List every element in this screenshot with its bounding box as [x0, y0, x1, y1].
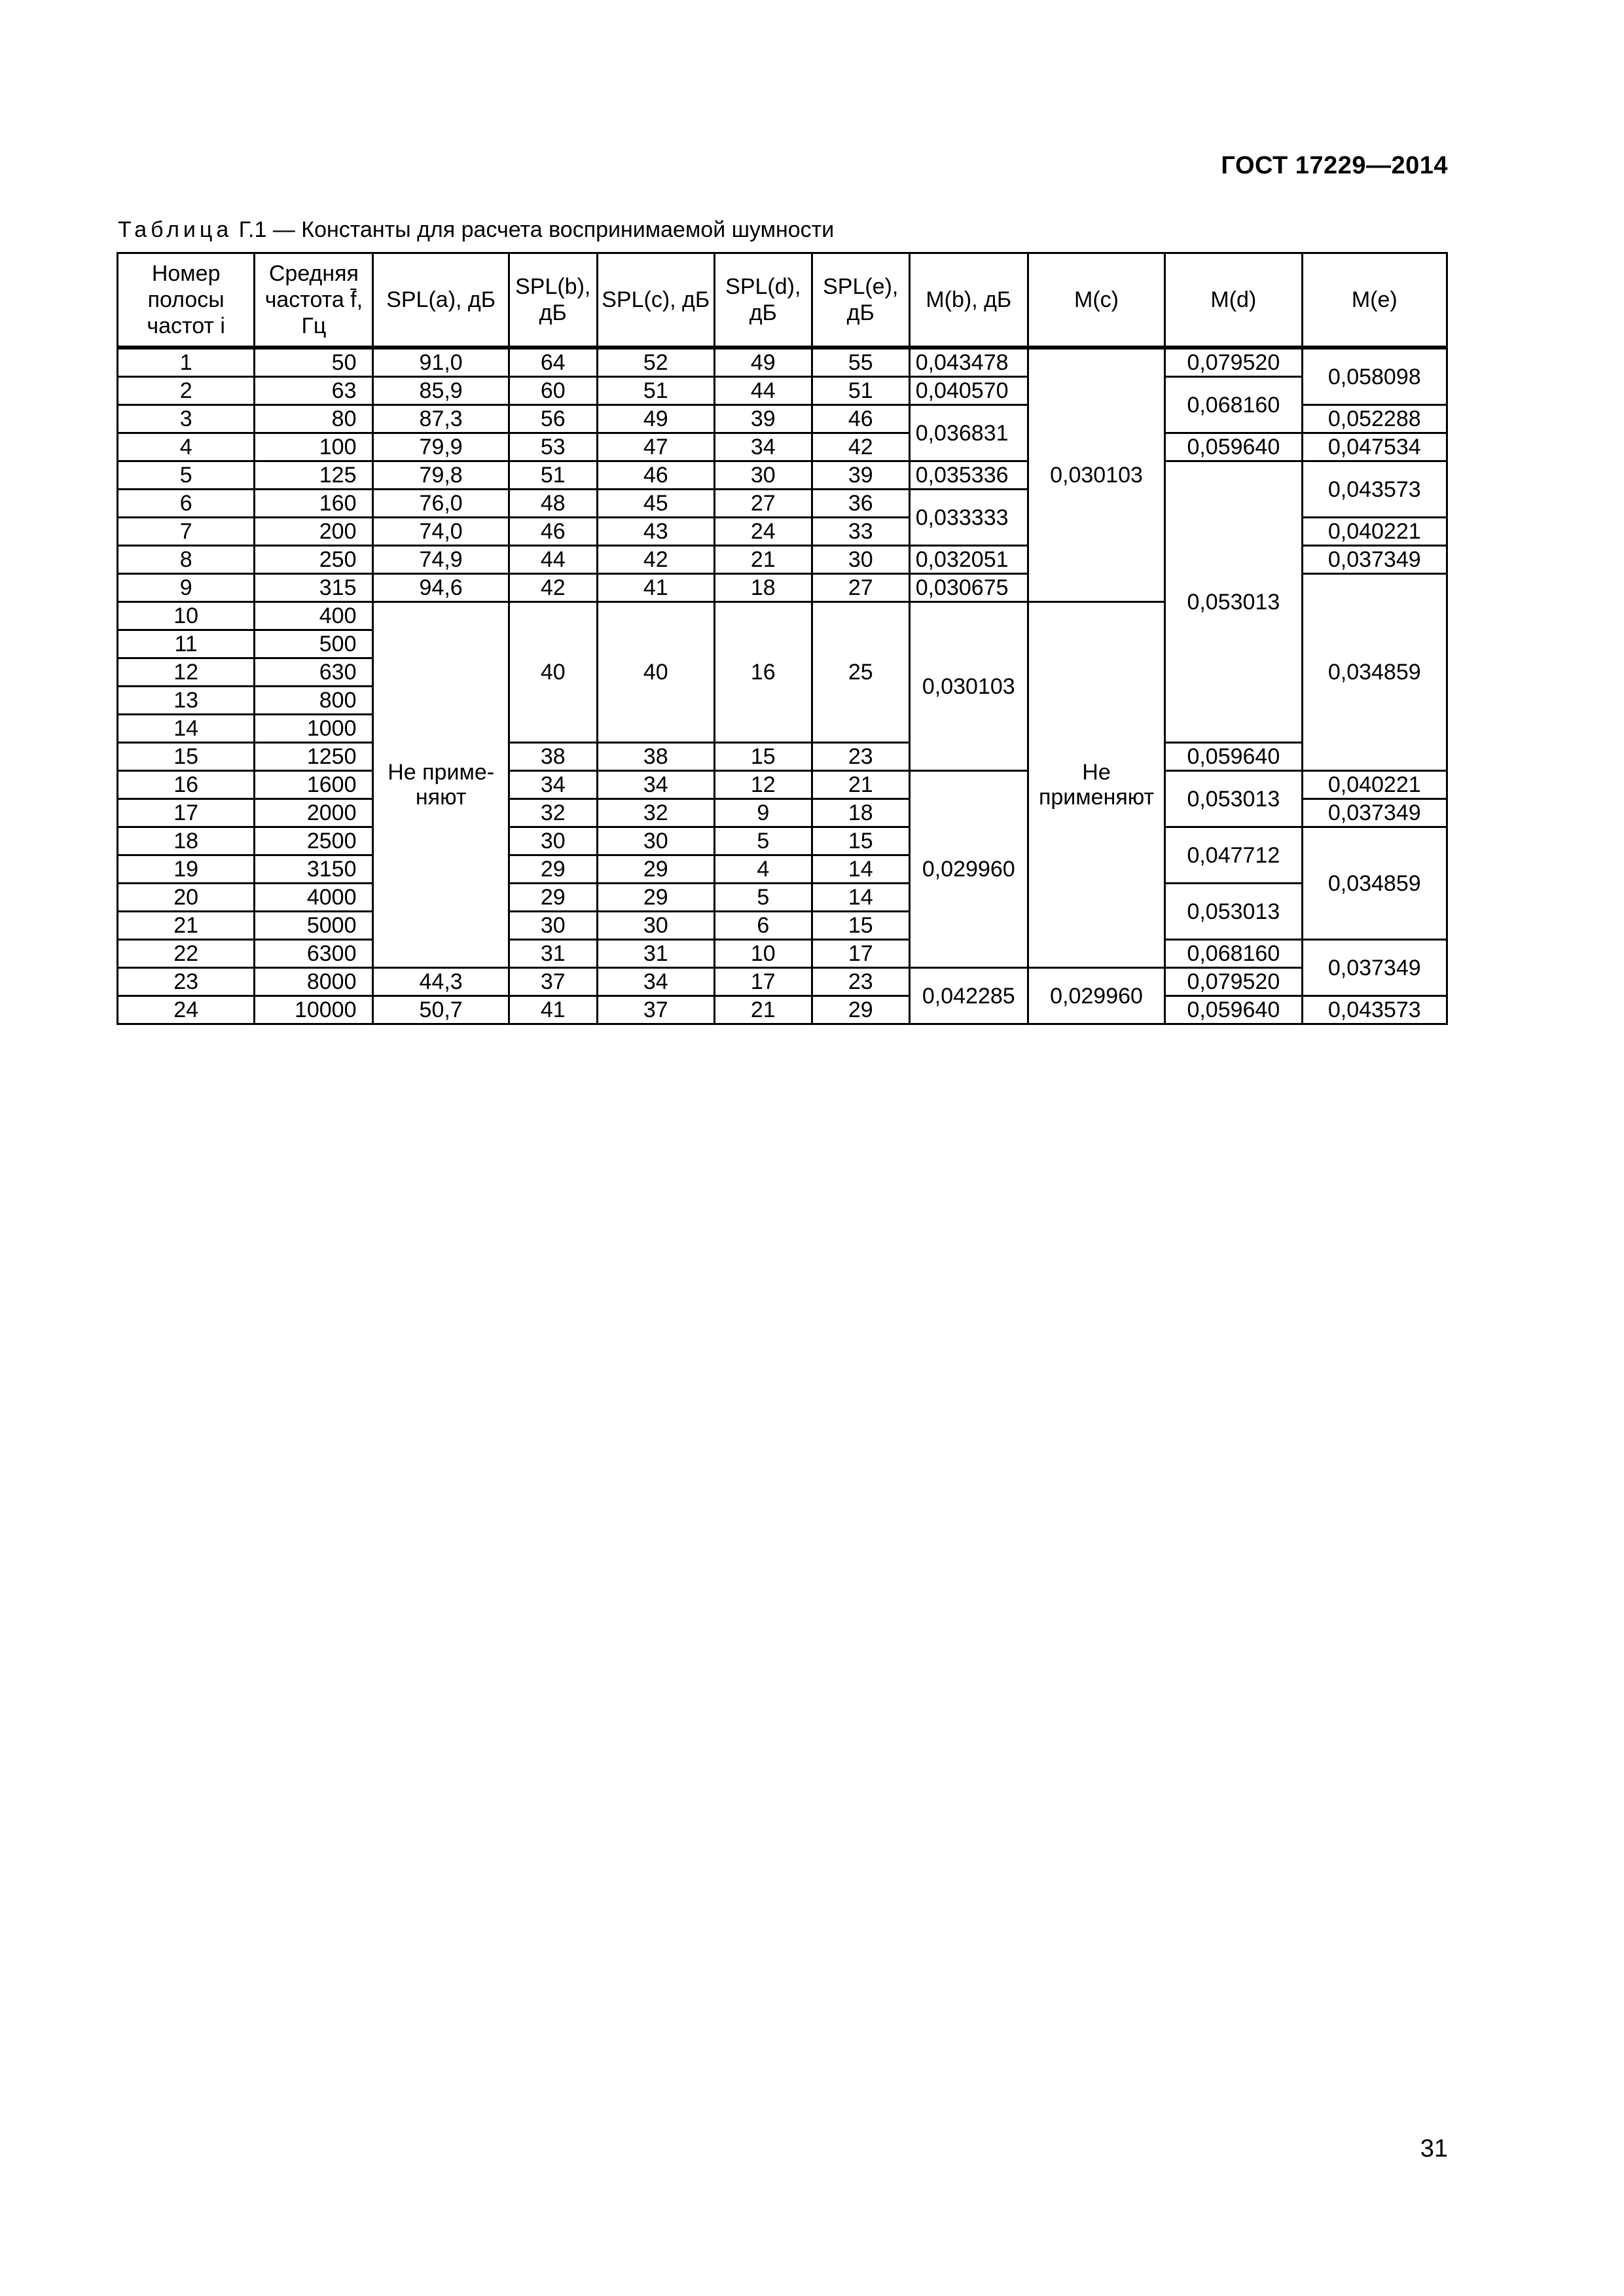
table-cell: 39	[714, 405, 812, 433]
table-cell: 500	[255, 630, 373, 658]
table-cell: 250	[255, 546, 373, 574]
table-cell: 9	[714, 799, 812, 827]
table-cell: 3	[118, 405, 255, 433]
table-header-row	[118, 253, 1447, 348]
table-cell: 0,037349	[1302, 546, 1447, 574]
table-row	[118, 884, 1447, 912]
table-cell: 41	[597, 574, 714, 602]
table-cell: 36	[812, 490, 909, 518]
table-cell: 0,047534	[1302, 433, 1447, 461]
table-cell: 19	[118, 855, 255, 884]
table-cell: 74,9	[373, 546, 509, 574]
table-row	[118, 377, 1447, 405]
table-cell: 31	[597, 940, 714, 968]
table-cell: 0,059640	[1165, 433, 1302, 461]
table-cell: 0,036831	[909, 405, 1028, 461]
table-row	[118, 968, 1447, 996]
table-cell: 12	[714, 771, 812, 799]
table-cell: 0,030675	[909, 574, 1028, 602]
table-row	[118, 940, 1447, 968]
table-cell: 37	[597, 996, 714, 1024]
table-cell: 8	[118, 546, 255, 574]
table-caption	[118, 217, 834, 243]
table-cell: 5	[118, 461, 255, 490]
table-cell: 4	[714, 855, 812, 884]
table-cell: 30	[509, 827, 597, 855]
table-cell: 4	[118, 433, 255, 461]
table-cell: 46	[509, 518, 597, 546]
table-cell: 30	[714, 461, 812, 490]
table-cell: 2500	[255, 827, 373, 855]
table-cell: 6	[118, 490, 255, 518]
table-cell: 80	[255, 405, 373, 433]
table-cell: 16	[714, 602, 812, 743]
header-spl-d: SPL(d), дБ	[714, 253, 812, 348]
table-cell: 45	[597, 490, 714, 518]
table-cell: 91,0	[373, 348, 509, 377]
table-cell: 0,043573	[1302, 996, 1447, 1024]
table-cell: 25	[812, 602, 909, 743]
table-row	[118, 827, 1447, 855]
table-cell: 1250	[255, 743, 373, 771]
header-spl-e: SPL(e), дБ	[812, 253, 909, 348]
table-cell: 315	[255, 574, 373, 602]
table-cell: 0,042285	[909, 968, 1028, 1024]
table-cell: 9	[118, 574, 255, 602]
table-row	[118, 996, 1447, 1024]
table-cell: 0,079520	[1165, 348, 1302, 377]
table-cell: 0,053013	[1165, 771, 1302, 827]
header-m-e: M(e)	[1302, 253, 1447, 348]
table-cell: 5	[714, 884, 812, 912]
table-cell: 0,029960	[1028, 968, 1164, 1024]
table-cell: 21	[812, 771, 909, 799]
table-cell: 22	[118, 940, 255, 968]
table-cell: 10	[118, 602, 255, 630]
table-cell: 0,068160	[1165, 377, 1302, 433]
header-spl-c: SPL(c), дБ	[597, 253, 714, 348]
table-cell: 17	[118, 799, 255, 827]
table-cell: 55	[812, 348, 909, 377]
table-cell: 0,037349	[1302, 799, 1447, 827]
table-cell: 6300	[255, 940, 373, 968]
table-cell: 42	[597, 546, 714, 574]
table-cell: 46	[812, 405, 909, 433]
table-cell: 0,040221	[1302, 518, 1447, 546]
table-cell: 79,8	[373, 461, 509, 490]
table-cell: 800	[255, 687, 373, 715]
header-m-b: M(b), дБ	[909, 253, 1028, 348]
table-cell: 56	[509, 405, 597, 433]
table-cell: 3150	[255, 855, 373, 884]
table-row	[118, 348, 1447, 377]
table-row	[118, 461, 1447, 490]
table-cell: 5000	[255, 912, 373, 940]
constants-table	[117, 252, 1448, 1025]
table-cell: 34	[597, 771, 714, 799]
table-cell: 10000	[255, 996, 373, 1024]
table-cell: 74,0	[373, 518, 509, 546]
table-cell: 31	[509, 940, 597, 968]
table-cell: 400	[255, 602, 373, 630]
table-cell: 60	[509, 377, 597, 405]
table-cell: 38	[509, 743, 597, 771]
table-cell: 0,032051	[909, 546, 1028, 574]
table-cell: 47	[597, 433, 714, 461]
table-cell: 0,079520	[1165, 968, 1302, 996]
table-cell: 48	[509, 490, 597, 518]
table-cell: 11	[118, 630, 255, 658]
table-cell: 38	[597, 743, 714, 771]
table-cell: 0,068160	[1165, 940, 1302, 968]
table-cell: 7	[118, 518, 255, 546]
table-cell: 0,058098	[1302, 348, 1447, 405]
table-row	[118, 743, 1447, 771]
table-body	[118, 348, 1447, 1024]
table-cell: 42	[812, 433, 909, 461]
table-cell: 24	[118, 996, 255, 1024]
table-cell: 29	[597, 855, 714, 884]
table-cell: 32	[597, 799, 714, 827]
caption-text: Г.1 — Константы для расчета воспринимаемой шумности	[232, 217, 835, 242]
table-cell: Не применяют	[1028, 602, 1164, 968]
table-cell: 15	[714, 743, 812, 771]
table-cell: 30	[509, 912, 597, 940]
table-cell: 12	[118, 658, 255, 687]
table-cell: 13	[118, 687, 255, 715]
header-spl-b: SPL(b), дБ	[509, 253, 597, 348]
table-cell: 76,0	[373, 490, 509, 518]
table-cell: 39	[812, 461, 909, 490]
table-cell: 49	[714, 348, 812, 377]
table-cell: 42	[509, 574, 597, 602]
table-cell: 20	[118, 884, 255, 912]
table-cell: 160	[255, 490, 373, 518]
table-cell: 0,030103	[1028, 348, 1164, 602]
table-cell: 50	[255, 348, 373, 377]
table-cell: 1000	[255, 715, 373, 743]
table-cell: 15	[812, 912, 909, 940]
table-cell: 200	[255, 518, 373, 546]
table-cell: 43	[597, 518, 714, 546]
table-cell: 21	[714, 546, 812, 574]
caption-lead: Таблица	[118, 217, 233, 242]
table-cell: 23	[812, 743, 909, 771]
table-cell: 18	[812, 799, 909, 827]
table-cell: 100	[255, 433, 373, 461]
table-cell: 44,3	[373, 968, 509, 996]
table-cell: 8000	[255, 968, 373, 996]
table-cell: 32	[509, 799, 597, 827]
table-cell: 27	[812, 574, 909, 602]
table-cell: 0,033333	[909, 490, 1028, 546]
table-cell: 51	[509, 461, 597, 490]
table-cell: 0,037349	[1302, 940, 1447, 996]
table-cell: 23	[812, 968, 909, 996]
table-cell: 44	[509, 546, 597, 574]
table-cell: 21	[714, 996, 812, 1024]
table-cell: 30	[812, 546, 909, 574]
table-cell: 4000	[255, 884, 373, 912]
header-mid-frequency: Средняя частота f̄, Гц	[255, 253, 373, 348]
page-number: 31	[1420, 2135, 1448, 2162]
table-cell: 87,3	[373, 405, 509, 433]
table-cell: 14	[812, 855, 909, 884]
table-cell: 85,9	[373, 377, 509, 405]
table-cell: 0,059640	[1165, 996, 1302, 1024]
table-cell: 34	[597, 968, 714, 996]
table-cell: 30	[597, 912, 714, 940]
table-cell: 1600	[255, 771, 373, 799]
table-cell: 1	[118, 348, 255, 377]
table-cell: 125	[255, 461, 373, 490]
document-code: ГОСТ 17229—2014	[1221, 152, 1448, 179]
table-cell: 34	[714, 433, 812, 461]
table-cell: 17	[812, 940, 909, 968]
table-cell: 29	[597, 884, 714, 912]
table-cell: 40	[597, 602, 714, 743]
table-cell: 5	[714, 827, 812, 855]
table-cell: 23	[118, 968, 255, 996]
header-band-number: Номер полосы частот i	[118, 253, 255, 348]
header-m-c: M(c)	[1028, 253, 1164, 348]
table-cell: 0,040570	[909, 377, 1028, 405]
table-cell: Не приме- няют	[373, 602, 509, 968]
table-cell: 0,052288	[1302, 405, 1447, 433]
table-cell: 2	[118, 377, 255, 405]
table-cell: 37	[509, 968, 597, 996]
table-cell: 15	[812, 827, 909, 855]
table-cell: 49	[597, 405, 714, 433]
table-cell: 0,034859	[1302, 574, 1447, 771]
table-cell: 51	[812, 377, 909, 405]
table-cell: 0,059640	[1165, 743, 1302, 771]
table-cell: 14	[812, 884, 909, 912]
table-cell: 630	[255, 658, 373, 687]
table-cell: 33	[812, 518, 909, 546]
table-cell: 30	[597, 827, 714, 855]
table-cell: 29	[509, 855, 597, 884]
table-cell: 0,053013	[1165, 884, 1302, 940]
table-cell: 14	[118, 715, 255, 743]
table-cell: 0,043478	[909, 348, 1028, 377]
table-cell: 79,9	[373, 433, 509, 461]
table-cell: 0,030103	[909, 602, 1028, 771]
table-cell: 94,6	[373, 574, 509, 602]
table-cell: 18	[118, 827, 255, 855]
table-cell: 10	[714, 940, 812, 968]
table-cell: 52	[597, 348, 714, 377]
table-cell: 0,053013	[1165, 461, 1302, 743]
table-cell: 0,047712	[1165, 827, 1302, 884]
table-cell: 27	[714, 490, 812, 518]
table-cell: 46	[597, 461, 714, 490]
table-row	[118, 771, 1447, 799]
table-cell: 29	[812, 996, 909, 1024]
table-cell: 0,034859	[1302, 827, 1447, 940]
table-cell: 0,029960	[909, 771, 1028, 968]
header-m-d: M(d)	[1165, 253, 1302, 348]
table-cell: 44	[714, 377, 812, 405]
table-cell: 0,040221	[1302, 771, 1447, 799]
table-cell: 40	[509, 602, 597, 743]
table-cell: 64	[509, 348, 597, 377]
table-cell: 63	[255, 377, 373, 405]
table-cell: 50,7	[373, 996, 509, 1024]
table-cell: 17	[714, 968, 812, 996]
table-cell: 2000	[255, 799, 373, 827]
table-cell: 41	[509, 996, 597, 1024]
table-cell: 0,035336	[909, 461, 1028, 490]
header-spl-a: SPL(a), дБ	[373, 253, 509, 348]
table-cell: 6	[714, 912, 812, 940]
table-cell: 29	[509, 884, 597, 912]
table-cell: 53	[509, 433, 597, 461]
table-cell: 34	[509, 771, 597, 799]
table-cell: 0,043573	[1302, 461, 1447, 518]
table-cell: 15	[118, 743, 255, 771]
table-cell: 51	[597, 377, 714, 405]
table-cell: 16	[118, 771, 255, 799]
table-cell: 18	[714, 574, 812, 602]
table-cell: 24	[714, 518, 812, 546]
table-cell: 21	[118, 912, 255, 940]
table-row	[118, 433, 1447, 461]
